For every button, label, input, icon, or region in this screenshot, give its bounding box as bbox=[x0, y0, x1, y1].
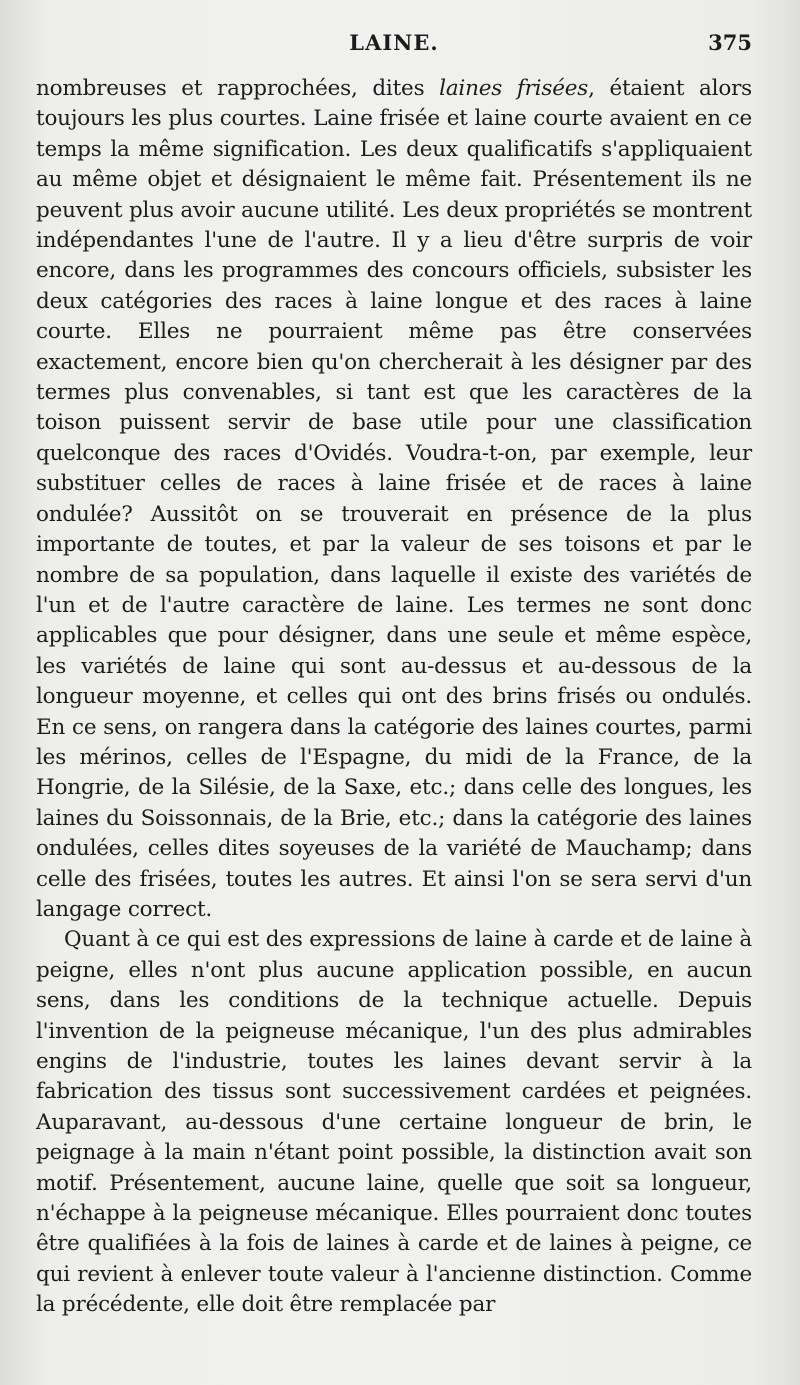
paragraph-2: Quant à ce qui est des expressions de laine à carde et de laine à peigne, elles n'ont plus aucune application possible, en aucun sens, dans les conditions de la technique actuelle. Depuis l'invention de la peigneuse mécanique, l'un des plus admirables engins de l'industrie, toutes les laines devant servir à la fabrication des tissus sont successivement cardées et peignées. Auparavant, au-dessous d'une certaine longueur de brin, le peignage à la main n'étant point possible, la distinction avait son motif. Présentement, aucune laine, quelle que soit sa longueur, n'échappe à la peigneuse mécanique. Elles pourraient donc toutes être qualifiées à la fois de laines à carde et de laines à peigne, ce qui revient à enlever toute valeur à l'ancienne distinction. Comme la précédente, elle doit être remplacée par bbox=[36, 927, 752, 1318]
body-text bbox=[36, 74, 752, 1321]
italic-term: laines frisées bbox=[439, 76, 589, 101]
running-title: LAINE. bbox=[349, 30, 439, 55]
page-header bbox=[36, 30, 752, 64]
paragraph-1-rest: , étaient alors toujours les plus courtes. Laine frisée et laine courte avaient en ce temps la même signification. Les deux qualificatifs s'appliquaient au même objet et désignaient le même fait. Présentement ils ne peuvent plus avoir aucune utilité. Les deux propriétés se montrent indépendantes l'une de l'autre. Il y a lieu d'être surpris de voir encore, dans les programmes des concours officiels, subsister les deux catégories des races à laine longue et des races à laine courte. Elles ne pourraient même pas être conservées exactement, encore bien qu'on chercherait à les désigner par des termes plus convenables, si tant est que les caractères de la toison puissent servir de base utile pour une classification quelconque des races d'Ovidés. Voudra-t-on, par exemple, leur substituer celles de races à laine frisée et de races à laine ondulée? Aussitôt on se trouverait en présence de la plus importante de toutes, et par la valeur de ses toisons et par le nombre de sa population, dans laquelle il existe des variétés de l'un et de l'autre caractère de laine. Les termes ne sont donc applicables que pour désigner, dans une seule et même espèce, les variétés de laine qui sont au-dessus et au-dessous de la longueur moyenne, et celles qui ont des brins frisés ou ondulés. En ce sens, on rangera dans la catégorie des laines courtes, parmi les mérinos, celles de l'Espagne, du midi de la France, de la Hongrie, de la Silésie, de la Saxe, etc.; dans celle des longues, les laines du Soissonnais, de la Brie, etc.; dans la catégorie des laines ondulées, celles dites soyeuses de la variété de Mauchamp; dans celle des frisées, toutes les autres. Et ainsi l'on se sera servi d'un langage correct. bbox=[36, 76, 752, 922]
page-number: 375 bbox=[708, 30, 752, 55]
paragraph-1-start: nombreuses et rapprochées, dites bbox=[36, 76, 440, 101]
paragraph-1 bbox=[36, 74, 752, 925]
